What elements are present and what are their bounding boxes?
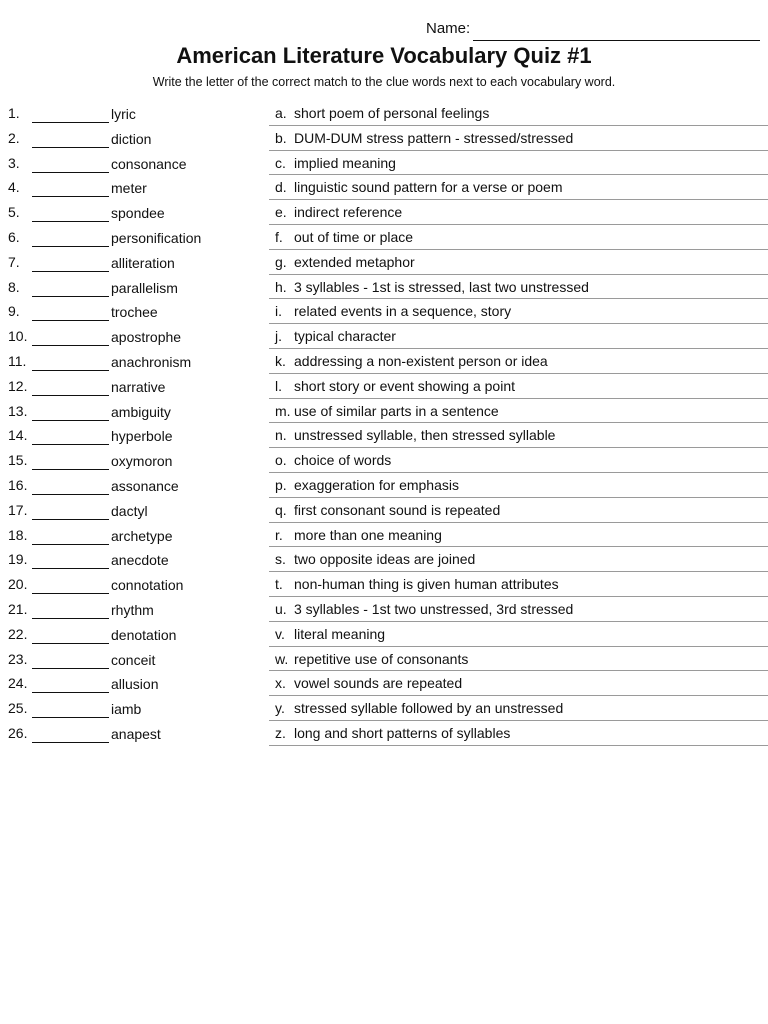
answer-blank[interactable] xyxy=(32,593,109,594)
clue-text: unstressed syllable, then stressed syllable xyxy=(294,427,556,444)
quiz-row xyxy=(0,571,768,596)
question-number: 9. xyxy=(8,303,20,320)
vocabulary-term: parallelism xyxy=(111,279,178,296)
clue-text: first consonant sound is repeated xyxy=(294,501,501,518)
question-number: 17. xyxy=(8,501,28,518)
quiz-row xyxy=(0,646,768,671)
clue-cell xyxy=(269,497,768,523)
vocabulary-term: consonance xyxy=(111,155,187,172)
question-number: 24. xyxy=(8,675,28,692)
answer-blank[interactable] xyxy=(32,370,109,371)
clue-cell xyxy=(269,621,768,647)
clue-text: linguistic sound pattern for a verse or poem xyxy=(294,179,563,196)
question-number: 15. xyxy=(8,452,28,469)
vocabulary-term: denotation xyxy=(111,626,177,643)
quiz-row xyxy=(0,546,768,571)
answer-blank[interactable] xyxy=(32,221,109,222)
vocabulary-term: lyric xyxy=(111,106,136,122)
vocabulary-term: diction xyxy=(111,130,152,147)
clue-cell xyxy=(269,422,768,448)
clue-text: long and short patterns of syllables xyxy=(294,724,511,741)
question-number: 2. xyxy=(8,129,20,146)
answer-blank[interactable] xyxy=(32,643,109,644)
quiz-row xyxy=(0,497,768,522)
answer-blank[interactable] xyxy=(32,519,109,520)
clue-cell xyxy=(269,571,768,597)
question-number: 13. xyxy=(8,402,28,419)
clue-letter: c. xyxy=(275,154,286,171)
clue-text: addressing a non-existent person or idea xyxy=(294,352,548,369)
vocabulary-term: dactyl xyxy=(111,502,148,519)
clue-text: 3 syllables - 1st two unstressed, 3rd stressed xyxy=(294,600,574,617)
answer-blank[interactable] xyxy=(32,444,109,445)
clue-text: exaggeration for emphasis xyxy=(294,476,459,493)
clue-cell xyxy=(269,447,768,473)
question-number: 26. xyxy=(8,724,28,741)
quiz-row xyxy=(0,422,768,447)
vocabulary-term: meter xyxy=(111,180,147,197)
clue-letter: r. xyxy=(275,526,283,543)
quiz-row xyxy=(0,249,768,274)
clue-letter: z. xyxy=(275,724,286,741)
clue-cell xyxy=(269,249,768,275)
quiz-row xyxy=(0,447,768,472)
answer-blank[interactable] xyxy=(32,544,109,545)
question-number: 19. xyxy=(8,551,28,568)
question-number: 1. xyxy=(8,105,20,121)
quiz-row xyxy=(0,398,768,423)
question-number: 16. xyxy=(8,476,28,493)
clue-text: non-human thing is given human attributes xyxy=(294,576,559,593)
quiz-row xyxy=(0,224,768,249)
answer-blank[interactable] xyxy=(32,196,109,197)
answer-blank[interactable] xyxy=(32,742,109,743)
question-number: 25. xyxy=(8,700,28,717)
answer-blank[interactable] xyxy=(32,668,109,669)
answer-blank[interactable] xyxy=(32,296,109,297)
question-number: 21. xyxy=(8,600,28,617)
clue-letter: q. xyxy=(275,501,287,518)
vocabulary-term: anachronism xyxy=(111,353,192,370)
vocabulary-term: ambiguity xyxy=(111,403,171,420)
clue-letter: i. xyxy=(275,303,282,320)
clue-text: implied meaning xyxy=(294,154,396,171)
answer-blank[interactable] xyxy=(32,172,109,173)
clue-letter: t. xyxy=(275,576,283,593)
vocabulary-term: anapest xyxy=(111,725,161,742)
clue-letter: b. xyxy=(275,129,287,146)
answer-blank[interactable] xyxy=(32,568,109,569)
clue-letter: g. xyxy=(275,253,287,270)
clue-letter: p. xyxy=(275,476,287,493)
quiz-row xyxy=(0,670,768,695)
question-number: 7. xyxy=(8,253,20,270)
clue-text: repetitive use of consonants xyxy=(294,650,469,667)
clue-letter: v. xyxy=(275,625,285,642)
clue-letter: m. xyxy=(275,402,291,419)
quiz-row xyxy=(0,596,768,621)
question-number: 23. xyxy=(8,650,28,667)
question-number: 3. xyxy=(8,154,20,171)
clue-cell xyxy=(269,174,768,200)
clue-text: 3 syllables - 1st is stressed, last two unstressed xyxy=(294,278,589,295)
quiz-row xyxy=(0,695,768,720)
clue-cell xyxy=(269,596,768,622)
clue-letter: s. xyxy=(275,551,286,568)
vocabulary-term: iamb xyxy=(111,701,142,718)
quiz-row xyxy=(0,522,768,547)
name-field[interactable] xyxy=(426,20,760,42)
clue-text: DUM-DUM stress pattern - stressed/stressed xyxy=(294,129,574,146)
clue-text: typical character xyxy=(294,328,396,345)
answer-blank[interactable] xyxy=(32,271,109,272)
answer-blank[interactable] xyxy=(32,147,109,148)
question-number: 18. xyxy=(8,526,28,543)
clue-cell xyxy=(269,274,768,300)
vocabulary-term: trochee xyxy=(111,304,158,321)
clue-letter: n. xyxy=(275,427,287,444)
vocabulary-term: assonance xyxy=(111,477,179,494)
clue-cell xyxy=(269,522,768,548)
clue-letter: e. xyxy=(275,204,287,221)
clue-cell xyxy=(269,646,768,672)
quiz-row xyxy=(0,274,768,299)
clue-cell xyxy=(269,125,768,151)
quiz-row xyxy=(0,199,768,224)
clue-text: stressed syllable followed by an unstressed xyxy=(294,700,564,717)
clue-cell xyxy=(269,100,768,126)
quiz-row xyxy=(0,323,768,348)
vocabulary-term: anecdote xyxy=(111,552,169,569)
clue-text: more than one meaning xyxy=(294,526,442,543)
vocabulary-term: conceit xyxy=(111,651,156,668)
quiz-row xyxy=(0,373,768,398)
page-title: American Literature Vocabulary Quiz #1 xyxy=(176,43,592,68)
answer-blank[interactable] xyxy=(32,494,109,495)
question-number: 10. xyxy=(8,328,28,345)
clue-text: two opposite ideas are joined xyxy=(294,551,476,568)
vocabulary-term: narrative xyxy=(111,378,166,395)
question-number: 5. xyxy=(8,204,20,221)
quiz-row xyxy=(0,298,768,323)
answer-blank[interactable] xyxy=(32,345,109,346)
vocabulary-term: rhythm xyxy=(111,601,154,618)
instructions: Write the letter of the correct match to the clue words next to each vocabulary word. xyxy=(152,75,616,89)
clue-text: indirect reference xyxy=(294,204,403,221)
quiz-row xyxy=(0,125,768,150)
clue-cell xyxy=(269,546,768,572)
question-number: 22. xyxy=(8,625,28,642)
clue-letter: h. xyxy=(275,278,287,295)
clue-cell xyxy=(269,150,768,176)
answer-blank[interactable] xyxy=(32,469,109,470)
clue-letter: j. xyxy=(275,328,282,345)
vocabulary-term: oxymoron xyxy=(111,453,173,470)
vocabulary-term: allusion xyxy=(111,676,159,693)
quiz-row xyxy=(0,150,768,175)
question-number: 20. xyxy=(8,576,28,593)
answer-blank[interactable] xyxy=(32,420,109,421)
clue-cell xyxy=(269,199,768,225)
clue-text: short poem of personal feelings xyxy=(294,105,490,121)
clue-text: extended metaphor xyxy=(294,253,415,270)
answer-blank[interactable] xyxy=(32,122,109,123)
name-label: Name: xyxy=(426,20,471,37)
clue-cell xyxy=(269,670,768,696)
clue-text: short story or event showing a point xyxy=(294,377,516,394)
quiz-row xyxy=(0,621,768,646)
clue-letter: l. xyxy=(275,377,282,394)
clue-cell xyxy=(269,298,768,324)
clue-cell xyxy=(269,472,768,498)
clue-cell xyxy=(269,695,768,721)
answer-blank[interactable] xyxy=(32,320,109,321)
answer-blank[interactable] xyxy=(32,246,109,247)
clue-cell xyxy=(269,323,768,349)
clue-text: use of similar parts in a sentence xyxy=(294,402,499,419)
clue-text: related events in a sequence, story xyxy=(294,303,512,320)
question-number: 14. xyxy=(8,427,28,444)
quiz-row xyxy=(0,174,768,199)
question-number: 11. xyxy=(8,352,27,369)
clue-cell xyxy=(269,398,768,424)
clue-text: literal meaning xyxy=(294,625,386,642)
clue-letter: x. xyxy=(275,675,286,692)
clue-cell xyxy=(269,348,768,374)
clue-text: vowel sounds are repeated xyxy=(294,675,463,692)
vocabulary-term: spondee xyxy=(111,205,165,222)
clue-text: out of time or place xyxy=(294,228,414,245)
answer-blank[interactable] xyxy=(32,717,109,718)
clue-letter: k. xyxy=(275,352,286,369)
answer-blank[interactable] xyxy=(32,692,109,693)
name-line[interactable] xyxy=(473,40,760,41)
question-number: 8. xyxy=(8,278,20,295)
clue-letter: d. xyxy=(275,179,287,196)
quiz-row xyxy=(0,348,768,373)
clue-letter: a. xyxy=(275,105,287,121)
vocabulary-term: alliteration xyxy=(111,254,175,271)
clue-letter: f. xyxy=(275,228,283,245)
answer-blank[interactable] xyxy=(32,618,109,619)
vocabulary-term: apostrophe xyxy=(111,329,182,346)
vocabulary-term: archetype xyxy=(111,527,173,544)
quiz-list xyxy=(0,100,768,745)
clue-cell xyxy=(269,373,768,399)
answer-blank[interactable] xyxy=(32,395,109,396)
vocabulary-term: personification xyxy=(111,229,202,246)
vocabulary-term: hyperbole xyxy=(111,428,173,445)
clue-text: choice of words xyxy=(294,452,392,469)
question-number: 12. xyxy=(8,377,28,394)
quiz-row xyxy=(0,472,768,497)
question-number: 6. xyxy=(8,228,20,245)
clue-cell xyxy=(269,720,768,746)
question-number: 4. xyxy=(8,179,20,196)
quiz-row xyxy=(0,100,768,125)
quiz-row xyxy=(0,720,768,745)
clue-letter: w. xyxy=(275,650,289,667)
clue-letter: u. xyxy=(275,600,287,617)
vocabulary-term: connotation xyxy=(111,577,184,594)
clue-letter: o. xyxy=(275,452,287,469)
clue-cell xyxy=(269,224,768,250)
clue-letter: y. xyxy=(275,700,285,717)
